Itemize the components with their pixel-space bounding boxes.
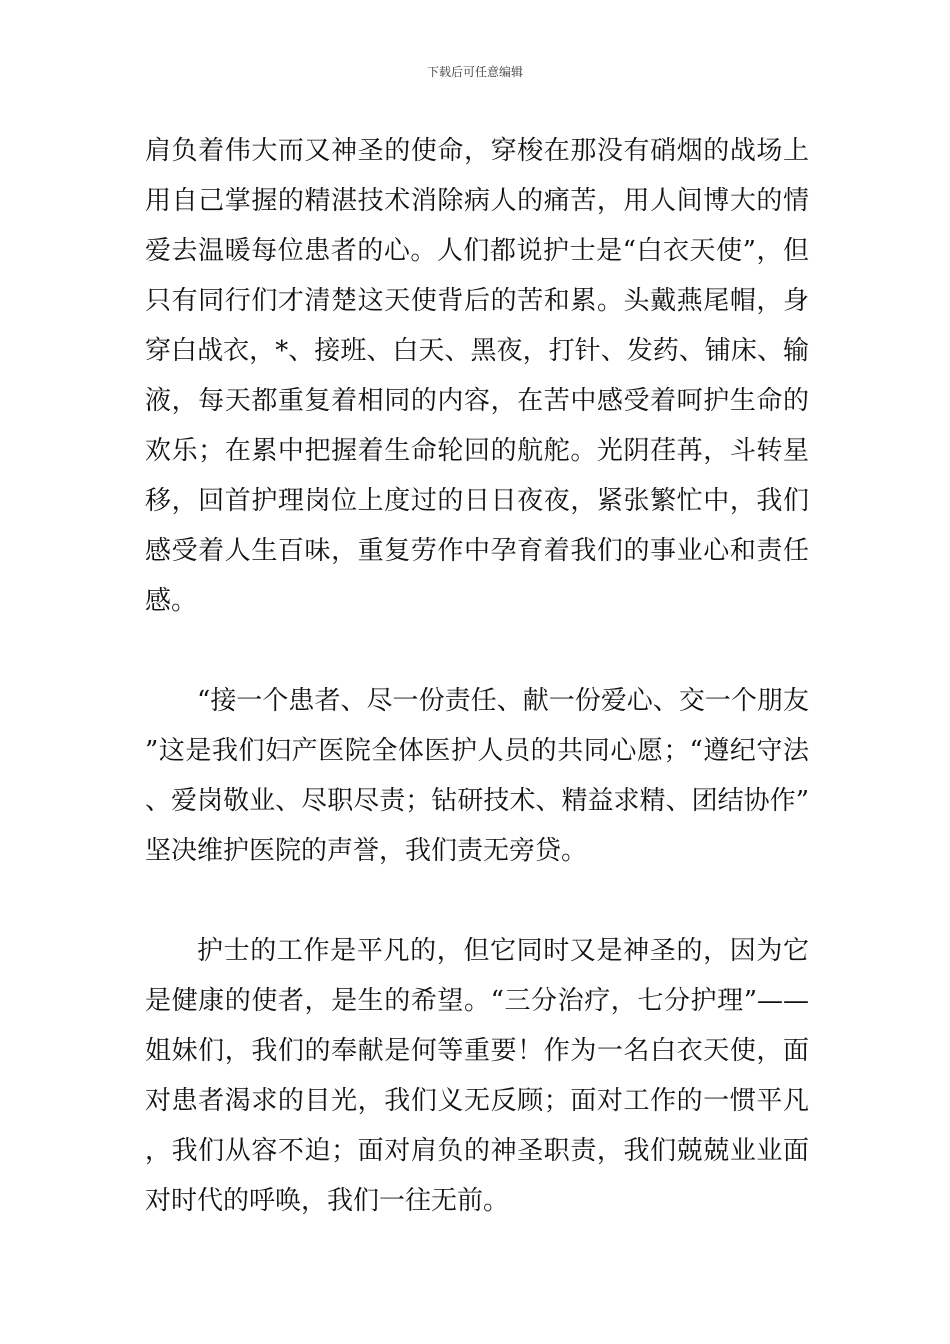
paragraph-1: 肩负着伟大而又神圣的使命，穿梭在那没有硝烟的战场上用自己掌握的精湛技术消除病人的痛苦，用人间博大的情爱去温暖每位患者的心。人们都说护士是“白衣天使”，但只有同行们才清楚这天使背后的苦和累。头戴燕尾帽，身穿白战衣，*、接班、白天、黑夜，打针、发药、铺床、输液，每天都重复着相同的内容，在苦中感受着呵护生命的欢乐；在累中把握着生命轮回的航舵。光阴荏苒，斗转星移，回首护理岗位上度过的日日夜夜，紧张繁忙中，我们感受着人生百味，重复劳作中孕育着我们的事业心和责任感。 — [145, 136, 809, 616]
paragraph-3: 护士的工作是平凡的，但它同时又是神圣的，因为它是健康的使者，是生的希望。“三分治疗，七分护理”——姐妹们，我们的奉献是何等重要！作为一名白衣天使，面对患者渴求的目光，我们义无反顾；面对工作的一惯平凡，我们从容不迫；面对肩负的神圣职责，我们兢兢业业面对时代的呼唤，我们一往无前。 — [145, 936, 809, 1216]
document-body — [145, 126, 809, 1226]
page-header: 下载后可任意编辑 — [426, 65, 523, 79]
paragraph-spacer — [145, 876, 809, 926]
paragraph-spacer — [145, 626, 809, 676]
paragraph-2: “接一个患者、尽一份责任、献一份爱心、交一个朋友”这是我们妇产医院全体医护人员的共同心愿；“遵纪守法、爱岗敬业、尽职尽责；钻研技术、精益求精、团结协作”坚决维护医院的声誉，我们责无旁贷。 — [145, 686, 809, 866]
